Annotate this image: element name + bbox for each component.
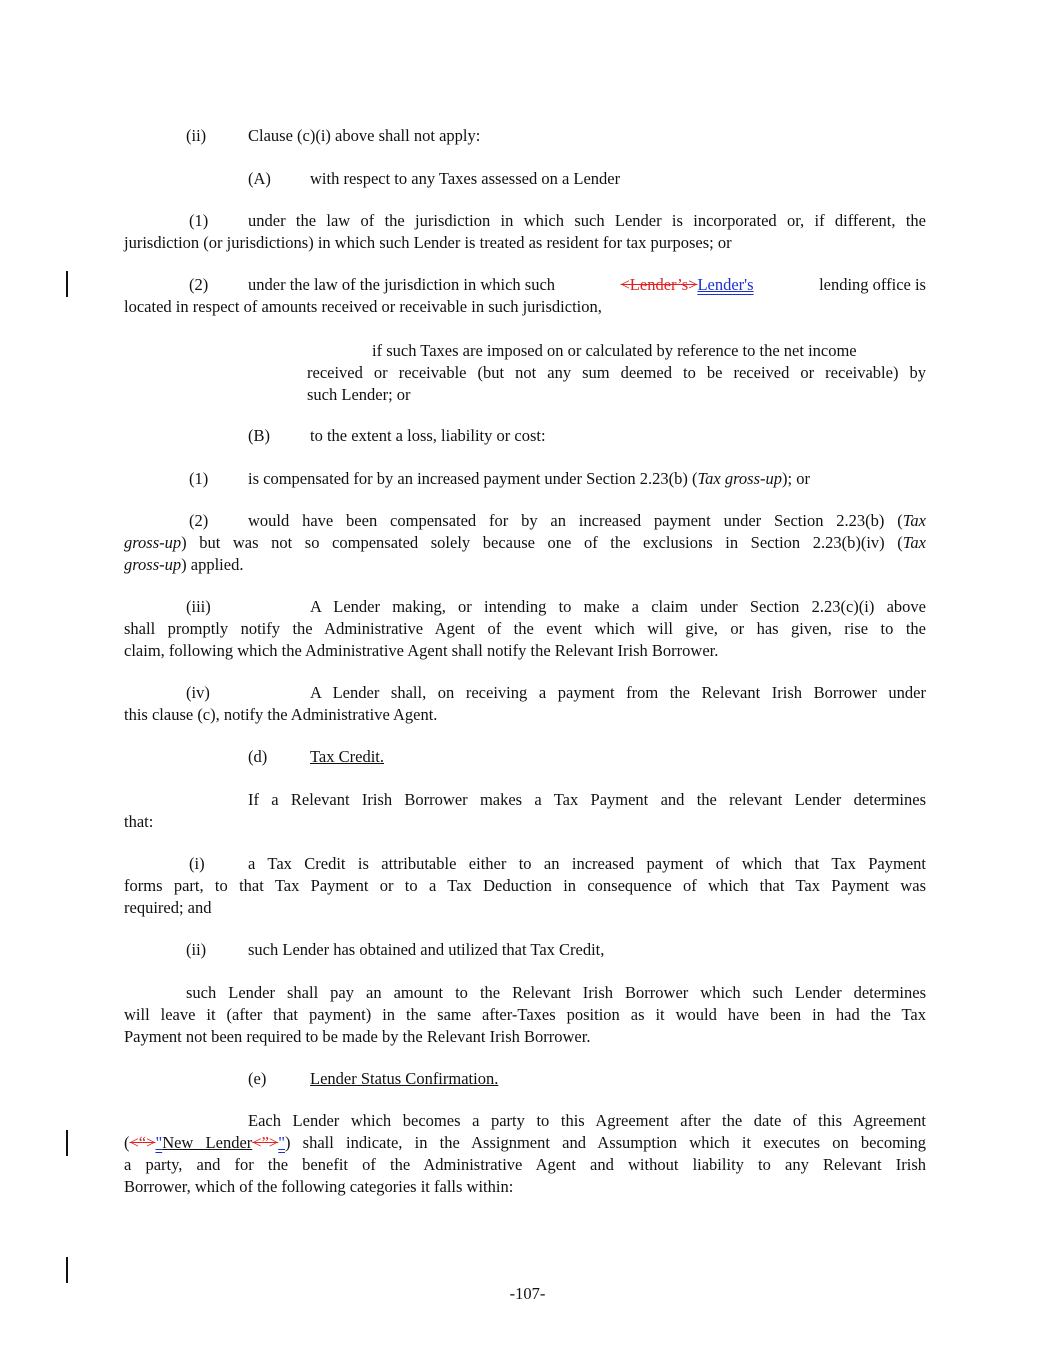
section-d-number: (d) [248,747,268,766]
deleted-text: <“> [129,1133,156,1152]
clause-A2-line: located in respect of amounts received or receivable in such jurisdiction, [124,297,602,316]
clause-B2-line [248,510,926,532]
clause-B-number: (B) [248,426,270,445]
defined-term: gross-up [124,555,182,574]
section-d-title: Tax Credit. [310,747,384,766]
text-run: would have been compensated for by an increased payment under Section 2.23(b) ( [248,511,903,530]
section-e-line: Borrower, which of the following categories it falls within: [124,1177,514,1196]
deleted-text: <”> [252,1133,279,1152]
section-e-line [124,1132,926,1154]
if-clause-line: if such Taxes are imposed on or calculated by reference to the net income [372,341,857,360]
clause-A-text: with respect to any Taxes assessed on a Lender [310,169,621,188]
defined-term: Tax gross-up [697,469,782,488]
if-clause-line: such Lender; or [307,385,411,404]
section-e-line: a party, and for the benefit of the Administrative Agent and without liability to any Relevant Irish [124,1155,926,1174]
clause-A2-line [248,274,926,296]
change-bar [66,1257,68,1283]
clause-A-number: (A) [248,169,271,188]
clause-B1-text [248,468,810,490]
clause-A2-text: lending office is [819,275,926,294]
text-run: is compensated for by an increased payment under Section 2.23(b) ( [248,469,698,488]
payment-paragraph-line: Payment not been required to be made by the Relevant Irish Borrower. [124,1027,591,1046]
defined-term: New Lender [162,1133,253,1152]
clause-iv-line: A Lender shall, on receiving a payment from the Relevant Irish Borrower under [310,683,926,702]
clause-B2-number: (2) [189,511,209,530]
clause-d-i-line: forms part, to that Tax Payment or to a Tax Deduction in consequence of which that Tax Payment was [124,876,926,895]
clause-ii-text: Clause (c)(i) above shall not apply: [248,126,481,145]
text-run: ( [124,1133,130,1152]
section-d-intro-line: If a Relevant Irish Borrower makes a Tax Payment and the relevant Lender determines [248,790,926,809]
clause-d-ii-text: such Lender has obtained and utilized that Tax Credit, [248,940,605,959]
clause-d-i-number: (i) [189,854,205,873]
clause-iii-line: A Lender making, or intending to make a claim under Section 2.23(c)(i) above [310,597,926,616]
clause-B2-line [124,554,243,576]
inserted-text: " [155,1133,163,1152]
clause-A1-line: jurisdiction (or jurisdictions) in which such Lender is treated as resident for tax purposes; or [124,233,732,252]
change-bar [66,1130,68,1156]
clause-iii-number: (iii) [186,597,211,616]
inserted-text: Lender's [697,275,754,294]
clause-iv-line: this clause (c), notify the Administrative Agent. [124,705,438,724]
clause-d-ii-number: (ii) [186,940,207,959]
clause-A2-text: under the law of the jurisdiction in which such [248,275,556,294]
clause-iv-number: (iv) [186,683,210,702]
text-run: ) but was not so compensated solely because one of the exclusions in Section 2.23(b)(iv) ( [181,533,903,552]
payment-paragraph-line: will leave it (after that payment) in the same after-Taxes position as it would have been in had the Tax [124,1005,926,1024]
section-e-title: Lender Status Confirmation. [310,1069,499,1088]
clause-d-i-line: required; and [124,898,212,917]
clause-A2-number: (2) [189,275,209,294]
clause-iii-line: claim, following which the Administrative Agent shall notify the Relevant Irish Borrower. [124,641,719,660]
clause-ii-number: (ii) [186,126,207,145]
section-e-line: Each Lender which becomes a party to this Agreement after the date of this Agreement [248,1111,926,1130]
clause-B2-line [124,532,926,554]
payment-paragraph-line: such Lender shall pay an amount to the Relevant Irish Borrower which such Lender determines [186,983,926,1002]
if-clause-line: received or receivable (but not any sum deemed to be received or receivable) by [307,363,926,382]
clause-B-text: to the extent a loss, liability or cost: [310,426,546,445]
text-run: ); or [782,469,810,488]
revision-change [621,274,754,296]
clause-A1-number: (1) [189,211,209,230]
section-d-intro-line: that: [124,812,154,831]
inserted-text: " [278,1133,285,1152]
defined-term: gross-up [124,533,182,552]
section-e-number: (e) [248,1069,267,1088]
page-number: -107- [509,1284,546,1303]
text-run: ) shall indicate, in the Assignment and Assumption which it executes on becoming [284,1133,926,1152]
clause-B1-number: (1) [189,469,209,488]
clause-d-i-line: a Tax Credit is attributable either to an increased payment of which that Tax Payment [248,854,926,873]
deleted-text: <Lender’s> [620,275,698,294]
text-run: ) applied. [181,555,244,574]
defined-term: Tax [902,533,926,552]
clause-A1-line: under the law of the jurisdiction in which such Lender is incorporated or, if different, the [248,211,926,230]
defined-term: Tax [902,511,926,530]
clause-iii-line: shall promptly notify the Administrative Agent of the event which will give, or has given, rise to the [124,619,926,638]
change-bar [66,271,68,297]
